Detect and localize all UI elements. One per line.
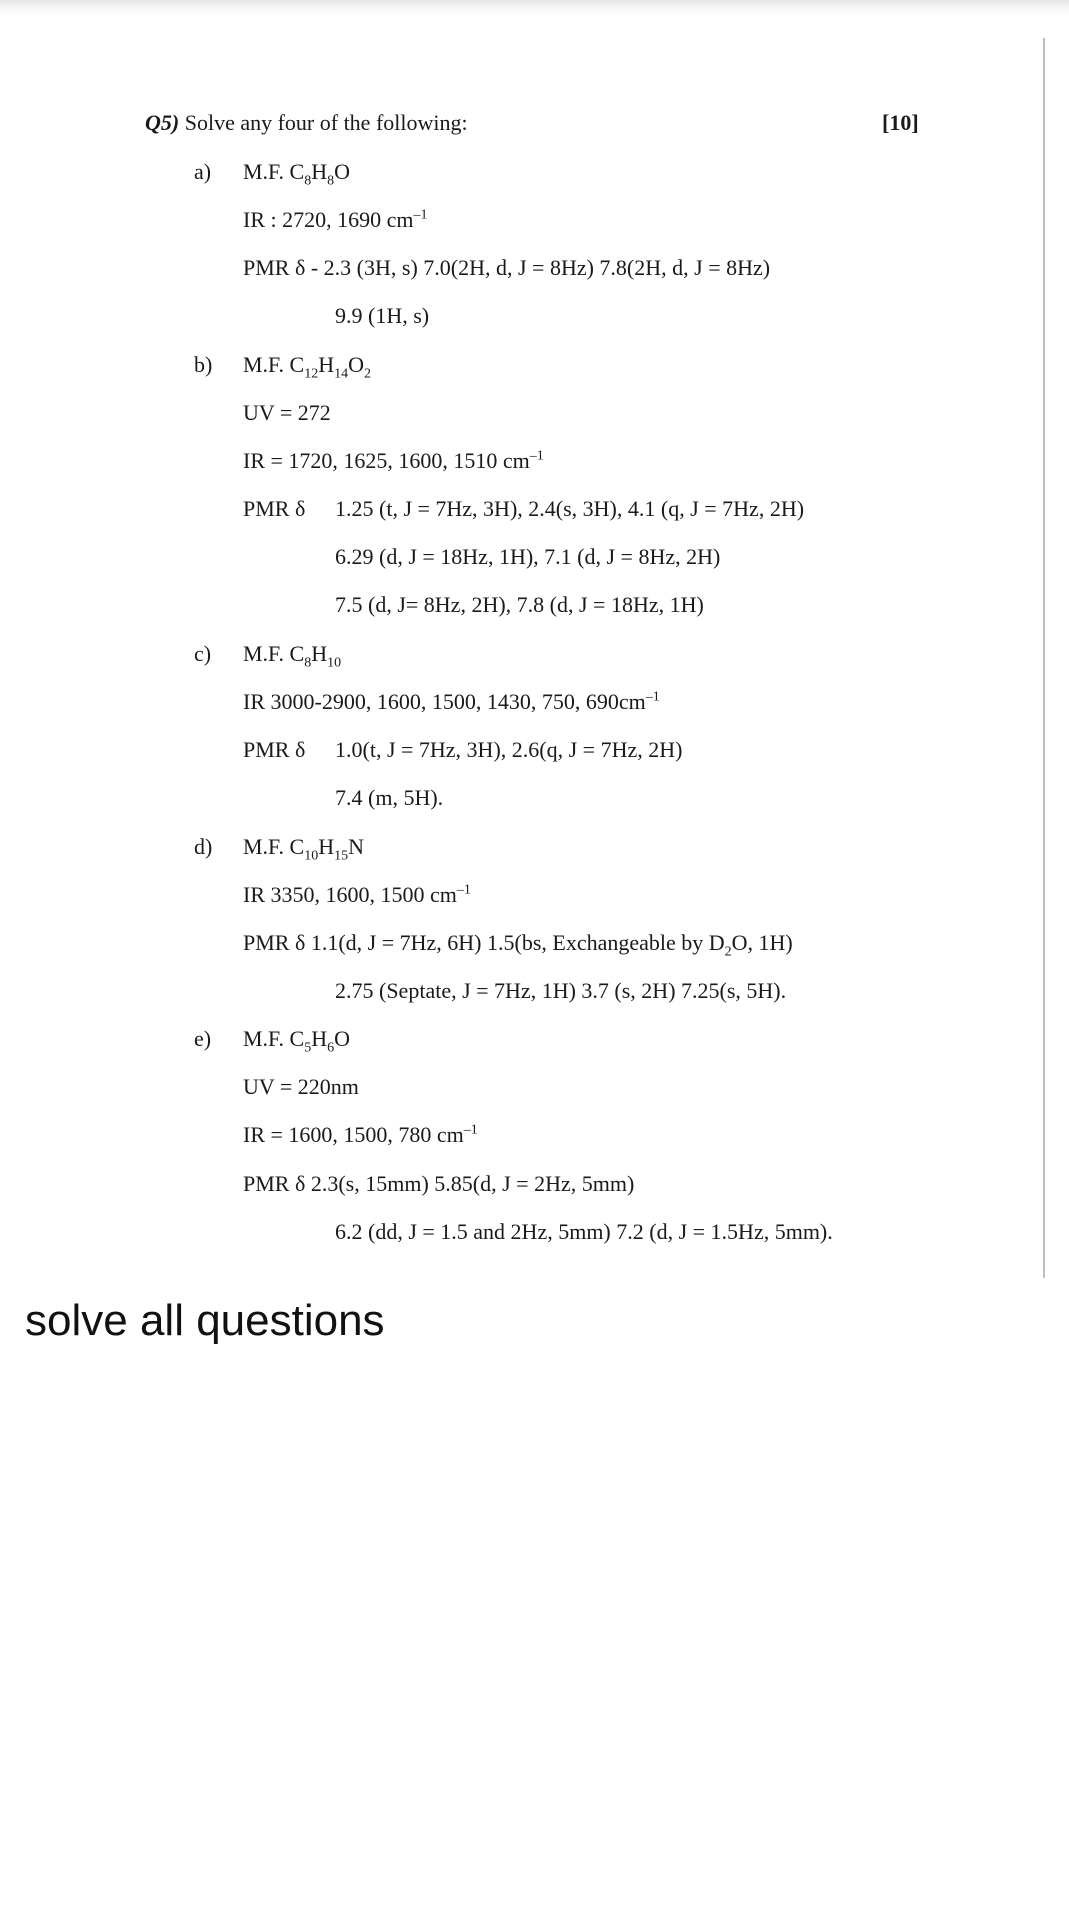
question-header: [145, 109, 468, 137]
part-b-uv: UV = 272: [243, 400, 331, 425]
part-b-pmr-line-2: 6.29 (d, J = 18Hz, 1H), 7.1 (d, J = 8Hz, 2H): [335, 544, 721, 569]
part-b-letter: b): [194, 352, 213, 377]
part-c-mf: M.F. $C_8H_{10}$: [243, 641, 342, 671]
post-caption: solve all questions: [25, 1296, 385, 1345]
part-e-uv: UV = 220nm: [243, 1074, 359, 1099]
part-a-pmr-line-2: 9.9 (1H, s): [335, 303, 430, 328]
part-a-mf: M.F. $C_8H_8O$: [243, 159, 351, 189]
part-b-pmr-line-3: 7.5 (d, J= 8Hz, 2H), 7.8 (d, J = 18Hz, 1H): [335, 592, 704, 617]
part-a-letter: a): [194, 159, 212, 184]
question-instruction: Solve any four of the following:: [184, 110, 468, 135]
page-right-border: [1043, 38, 1045, 1278]
question-number: Q5): [145, 110, 180, 135]
part-c-ir: IR 3000-2900, 1600, 1500, 1430, 750, $690cm^{-1}$: [243, 689, 660, 714]
part-b-ir: IR = 1720, 1625, 1600, 1510 $cm^{-1}$: [243, 448, 544, 473]
part-d-pmr-line-1: PMR δ 1.1(d, J = 7Hz, 6H) 1.5(bs, Exchangeable by $D_2O$, 1H): [243, 930, 793, 960]
part-c-pmr-line-2: 7.4 (m, 5H).: [335, 785, 444, 810]
part-c-pmr-label: PMR δ: [243, 737, 306, 762]
part-d-letter: d): [194, 834, 213, 859]
part-b-mf: M.F. $C_{12}H_{14}O_2$: [243, 352, 372, 382]
part-e-pmr-line-2: 6.2 (dd, J = 1.5 and 2Hz, 5mm) 7.2 (d, J = 1.5Hz, 5mm).: [335, 1219, 833, 1244]
part-d-mf: M.F. $C_{10}H_{15}N$: [243, 834, 365, 864]
part-d-ir: IR 3350, 1600, 1500 $cm^{-1}$: [243, 882, 471, 907]
part-e-mf: M.F. $C_5H_6O$: [243, 1026, 351, 1056]
part-c-pmr-line-1: 1.0(t, J = 7Hz, 3H), 2.6(q, J = 7Hz, 2H): [335, 737, 683, 762]
question-marks: [10]: [882, 110, 919, 135]
part-d-pmr-line-2: 2.75 (Septate, J = 7Hz, 1H) 3.7 (s, 2H) 7.25(s, 5H).: [335, 978, 787, 1003]
part-a-ir: IR : 2720, 1690 $cm^{-1}$: [243, 207, 428, 232]
part-c-letter: c): [194, 641, 212, 666]
part-e-pmr-line-1: PMR δ 2.3(s, 15mm) 5.85(d, J = 2Hz, 5mm): [243, 1171, 635, 1196]
part-a-pmr-line-1: PMR δ - 2.3 (3H, s) 7.0(2H, d, J = 8Hz) 7.8(2H, d, J = 8Hz): [243, 255, 771, 280]
part-e-ir: IR = 1600, 1500, 780 $cm^{-1}$: [243, 1122, 478, 1147]
part-e-letter: e): [194, 1026, 212, 1051]
part-b-pmr-label: PMR δ: [243, 496, 306, 521]
part-b-pmr-line-1: 1.25 (t, J = 7Hz, 3H), 2.4(s, 3H), 4.1 (q, J = 7Hz, 2H): [335, 496, 805, 521]
